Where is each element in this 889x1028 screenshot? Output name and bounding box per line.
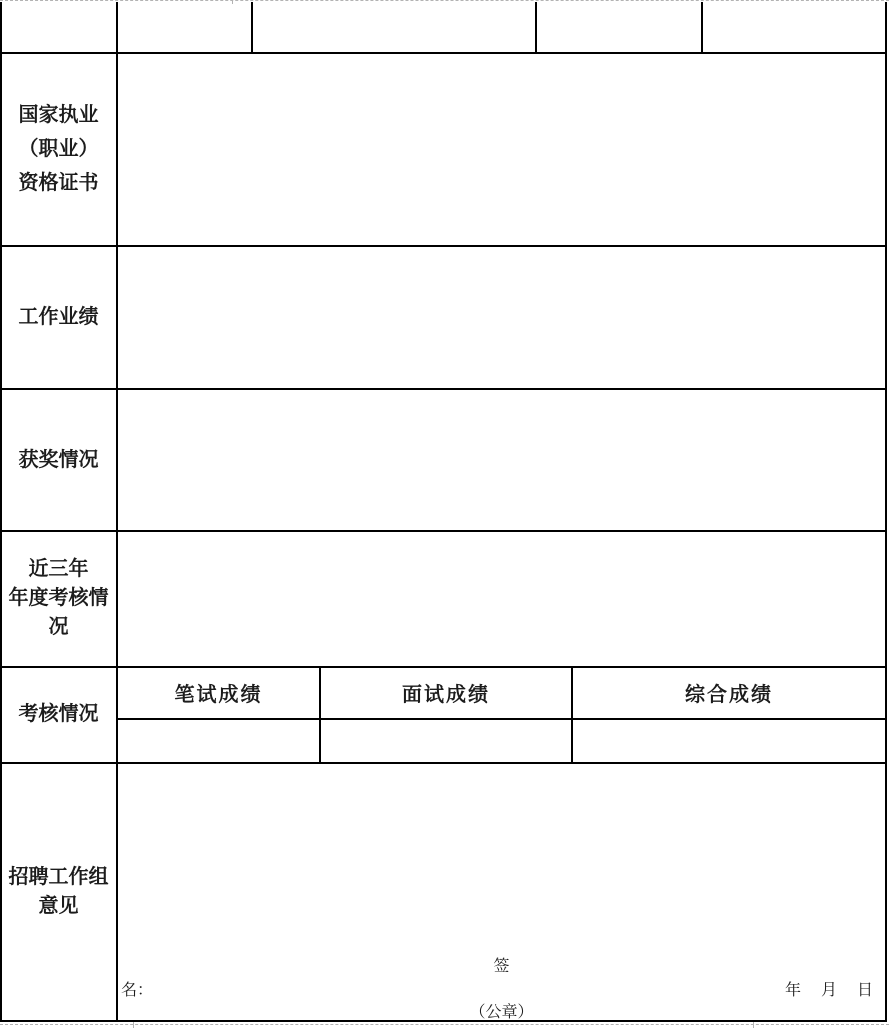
top-row-column-divider [535,2,537,53]
page-boundary-tick [753,1022,754,1028]
row-label-line: 考核情况 [18,703,99,725]
signature-date-line [118,976,885,1000]
label-column-divider [116,2,118,1022]
recruitment-opinion-content-cell[interactable] [119,764,884,949]
row-label-recruitment-opinion [2,764,115,1019]
row-label-line: 年度考核情 [8,587,109,609]
row-label-assessment [2,668,115,761]
assessment-header-interview-score: 面试成绩 [402,684,490,706]
overall-score-value-cell[interactable] [573,720,885,761]
signature-line-wrap [118,952,885,976]
awards-content-cell[interactable] [119,390,884,529]
signature-char: 签 [493,957,510,975]
table-border-right [885,2,887,1022]
top-row-cell[interactable] [2,2,115,51]
row-label-line: 近三年 [28,558,89,580]
top-row-cell[interactable] [119,2,250,51]
signature-label: 名： [121,981,154,999]
row-label-line: 国家执业 [18,104,99,126]
row-label-line: （职业） [18,138,99,160]
top-row-cell[interactable] [704,2,884,51]
assessment-header-written-score: 笔试成绩 [174,684,263,706]
page-boundary-dash-top [0,0,889,1]
row-label-line: 资格证书 [18,172,99,194]
written-score-value-cell[interactable] [118,720,319,761]
row-label-qualification [2,54,115,244]
annual-review-content-cell[interactable] [119,532,884,665]
official-seal-line [118,998,885,1022]
interview-score-value-cell[interactable] [321,720,571,761]
row-label-line: 招聘工作组 [8,865,109,888]
qualification-content-cell[interactable] [119,54,884,244]
row-label-performance [2,247,115,387]
performance-content-cell[interactable] [119,247,884,387]
row-label-annual-review [2,532,115,665]
seal-label: （公章） [469,1003,534,1021]
row-label-line: 况 [48,616,69,638]
row-label-line: 获奖情况 [18,448,99,471]
row-label-line: 意见 [38,894,79,917]
top-row-cell[interactable] [538,2,700,51]
assessment-header-overall-score: 综合成绩 [685,684,773,706]
row-label-line: 工作业绩 [18,306,99,328]
page-boundary-tick [133,1022,134,1028]
date-placeholder: 年 月 日 [784,981,873,999]
top-row-cell[interactable] [254,2,534,51]
row-label-awards [2,390,115,529]
top-row-column-divider [251,2,253,53]
top-row-column-divider [701,2,703,53]
